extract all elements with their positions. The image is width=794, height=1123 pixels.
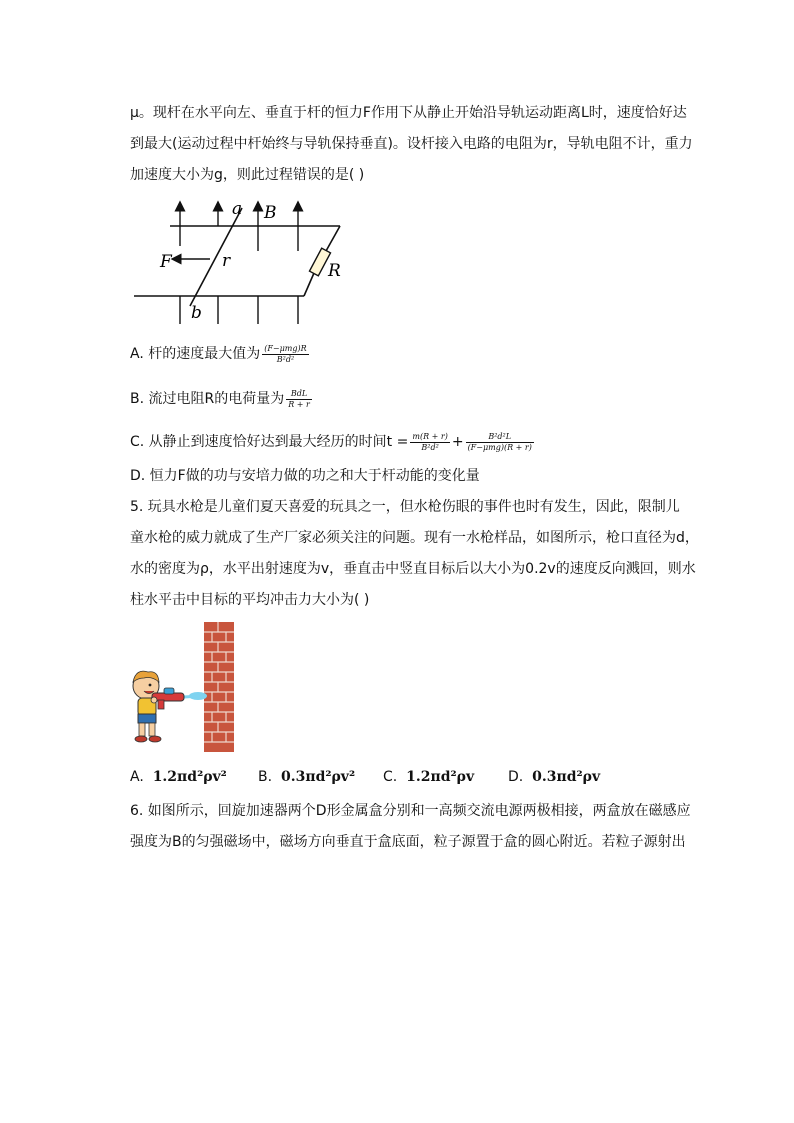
rod-ab: [190, 208, 242, 306]
option-c-fraction-2: $\frac{\text{B²d²L}}{\text{(F−μmg)(R + r)}}$: [467, 431, 532, 452]
option-a-fraction: $\frac{\text{(F−μmg)R}}{\text{B²d²}}$: [264, 343, 307, 364]
q4-option-b: [130, 385, 314, 413]
q6-text-line-2: 强度为B的匀强磁场中，磁场方向垂直于盒底面，粒子源置于盒的圆心附近。若粒子源射出: [130, 834, 686, 850]
label-R: R: [328, 261, 341, 281]
option-b-fraction: $\frac{\text{BdL}}{R + r}$: [288, 388, 310, 409]
q4-text-line-2: 到最大(运动过程中杆始终与导轨保持垂直)。设杆接入电路的电阻为r，导轨电阻不计，重力: [130, 136, 693, 152]
q5-option-c: C. 1.2πd²ρv: [383, 769, 475, 785]
q6-text-line-1: 6. 如图所示，回旋加速器两个D形金属盒分别和一高频交流电源两极相接，两盒放在磁感应: [130, 803, 691, 819]
q4-option-d: D. 恒力F做的功与安培力做的功之和大于杆动能的变化量: [130, 468, 480, 484]
q4-text-line-1: μ。现杆在水平向左、垂直于杆的恒力F作用下从静止开始沿导轨运动距离L时，速度恰好达: [130, 105, 687, 121]
q5-option-a: A. 1.2πd²ρv²: [130, 769, 227, 785]
q5-text-line-1: 5. 玩具水枪是儿童们夏天喜爱的玩具之一，但水枪伤眼的事件也时有发生，因此，限制儿: [130, 499, 680, 515]
label-r: r: [222, 251, 231, 271]
label-B: B: [264, 203, 277, 223]
q5-text-line-4: 柱水平击中目标的平均冲击力大小为( ): [130, 592, 370, 608]
option-b-text: B. 流过电阻R的电荷量为: [130, 391, 285, 407]
q5-text-line-3: 水的密度为ρ，水平出射速度为v，垂直击中竖直目标后以大小为0.2v的速度反向溅回，则水: [130, 561, 696, 577]
water-gun-illustration: [128, 620, 240, 754]
label-a: a: [232, 199, 243, 219]
option-c-fraction-1: $\frac{m(R + r)}{\text{B²d²}}$: [412, 431, 448, 452]
q4-rail-circuit-figure: [128, 196, 358, 328]
option-c-plus: +: [451, 434, 464, 450]
label-F: F: [160, 252, 172, 272]
q5-option-d: D. 0.3πd²ρv: [508, 769, 601, 785]
q4-text-line-3: 加速度大小为g，则此过程错误的是( ): [130, 167, 365, 183]
option-c-text: C. 从静止到速度恰好达到最大经历的时间t =: [130, 434, 409, 450]
option-a-text: A. 杆的速度最大值为: [130, 346, 261, 362]
q4-option-c: [130, 428, 536, 456]
label-b: b: [191, 303, 202, 323]
q5-text-line-2: 童水枪的威力就成了生产厂家必须关注的问题。现有一水枪样品，如图所示，枪口直径为d，: [130, 530, 699, 546]
q5-option-b: B. 0.3πd²ρv²: [258, 769, 356, 785]
q4-option-a: [130, 340, 311, 368]
